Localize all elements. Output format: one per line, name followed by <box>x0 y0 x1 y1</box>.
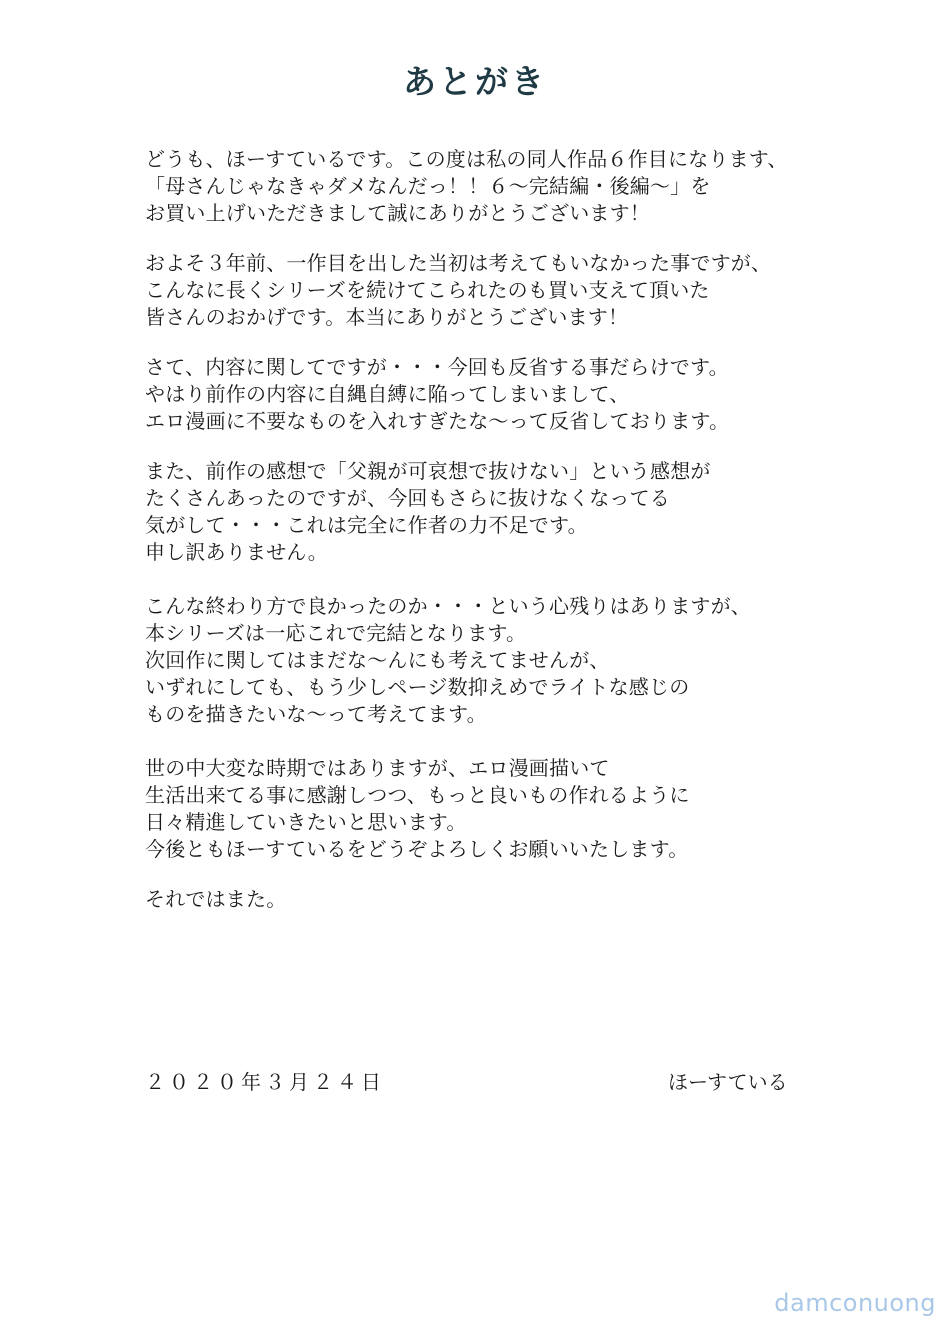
text-line: それではまた。 <box>145 887 287 911</box>
text-line: 日々精進していきたいと思います。 <box>145 810 467 834</box>
signature-date: ２０２０年３月２４日 <box>145 1070 385 1094</box>
text-line: たくさんあったのですが、今回もさらに抜けなくなってる <box>145 486 670 510</box>
text-line: どうも、ほーすているです。この度は私の同人作品６作目になります、 <box>145 147 788 171</box>
text-line: さて、内容に関してですが・・・今回も反省する事だらけです。 <box>145 355 729 379</box>
page-title: あとがき <box>403 62 547 101</box>
text-line: 本シリーズは一応これで完結となります。 <box>145 621 527 645</box>
text-line: 申し訳ありません。 <box>145 540 328 564</box>
text-line: やはり前作の内容に自縄自縛に陥ってしまいまして、 <box>145 382 630 406</box>
text-line: お買い上げいただきまして誠にありがとうございます！ <box>145 201 650 225</box>
text-line: 世の中大変な時期ではありますが、エロ漫画描いて <box>145 756 610 780</box>
text-line: いずれにしても、もう少しページ数抑えめでライトな感じの <box>145 675 690 699</box>
text-line: 次回作に関してはまだな～んにも考えてませんが、 <box>145 648 610 672</box>
watermark: damconuong <box>774 1289 936 1317</box>
text-line: ものを描きたいな～って考えてます。 <box>145 702 487 726</box>
text-line: こんな終わり方で良かったのか・・・という心残りはありますが、 <box>145 594 751 618</box>
text-line: また、前作の感想で「父親が可哀想で抜けない」という感想が <box>145 459 711 483</box>
signature-author: ほーすている <box>668 1070 788 1094</box>
text-line: およそ３年前、一作目を出した当初は考えてもいなかった事ですが、 <box>145 251 772 275</box>
text-line: 生活出来てる事に感謝しつつ、もっと良いもの作れるように <box>145 783 690 807</box>
text-line: こんなに長くシリーズを続けてこられたのも買い支えて頂いた <box>145 278 710 302</box>
text-line: 「母さんじゃなきゃダメなんだっ！！６～完結編・後編～」を <box>145 174 711 198</box>
afterword-body <box>145 146 865 913</box>
text-line: 今後ともほーすているをどうぞよろしくお願いいたします。 <box>145 837 689 861</box>
text-line: エロ漫画に不要なものを入れすぎたな～って反省しております。 <box>145 409 730 433</box>
text-line: 気がして・・・これは完全に作者の力不足です。 <box>145 513 588 537</box>
text-line: 皆さんのおかげです。本当にありがとうございます！ <box>145 305 629 329</box>
